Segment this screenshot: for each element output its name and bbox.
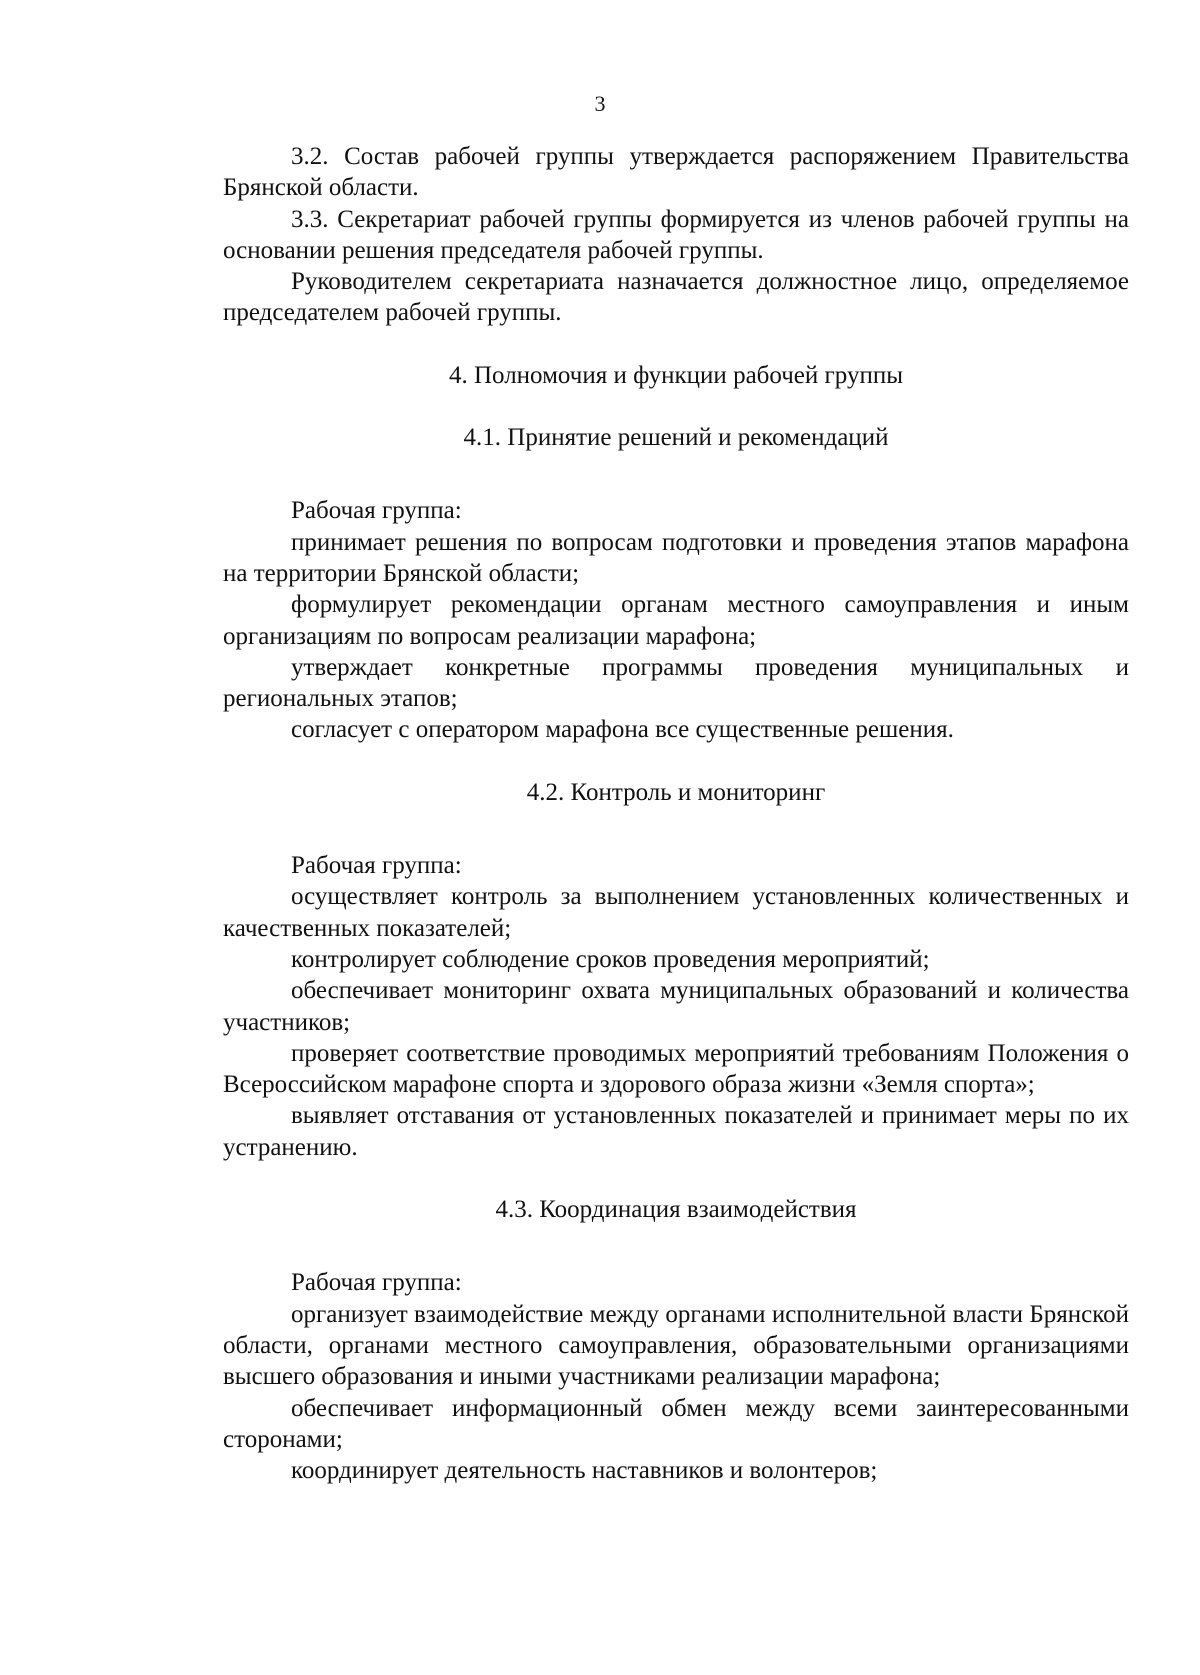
section-4-1-intro: Рабочая группа: [291,497,462,525]
spacer [223,391,1129,422]
list-item: обеспечивает мониторинг охвата муниципальных образований и количества участников; [223,977,1129,1036]
paragraph-3-2: 3.2. Состав рабочей группы утверждается распоряжением Правительства Брянской области. [223,143,1129,202]
page-number: 3 [594,91,606,116]
spacer [223,746,1129,777]
list-item: координирует деятельность наставников и волонтеров; [291,1457,878,1485]
list-item: выявляет отставания от установленных показателей и принимает меры по их устранению. [223,1102,1129,1161]
list-item: организует взаимодействие между органами исполнительной власти Брянской области, органами местного самоуправления, образовательными организациями высшего образования и иными участниками реализации марафона; [223,1300,1129,1391]
list-item: согласует с оператором марафона все существенные решения. [291,716,954,744]
list-item: контролирует соблюдение сроков проведения мероприятий; [291,945,930,973]
section-4-1-title: 4.1. Принятие решений и рекомендаций [463,424,889,452]
list-item: проверяет соответствие проводимых мероприятий требованиям Положения о Всероссийском марафоне спорта и здорового образа жизни «Земля спорта»; [223,1039,1129,1099]
list-item: обеспечивает информационный обмен между всеми заинтересованными сторонами; [223,1394,1129,1453]
section-4-3-title: 4.3. Координация взаимодействия [495,1196,857,1224]
paragraph-3-3-secretariat-head: Руководителем секретариата назначается должностное лицо, определяемое председателем рабочей группы. [223,268,1129,327]
section-4-2-title: 4.2. Контроль и мониторинг [526,778,826,806]
spacer [223,453,1129,495]
spacer [223,1163,1129,1194]
list-item: формулирует рекомендации органам местного самоуправления и иным организациям по вопросам реализации марафона; [223,591,1129,650]
list-item: утверждает конкретные программы проведения муниципальных и региональных этапов; [223,653,1129,713]
section-4-2-intro: Рабочая группа: [291,852,462,880]
paragraph-3-3: 3.3. Секретариат рабочей группы формируется из членов рабочей группы на основании решения председателя рабочей группы. [223,205,1129,264]
list-item: принимает решения по вопросам подготовки и проведения этапов марафона на территории Брянской области; [223,528,1129,587]
list-item: осуществляет контроль за выполнением установленных количественных и качественных показателей; [223,883,1129,942]
spacer [223,329,1129,360]
document-body [223,141,1129,1486]
spacer [223,808,1129,850]
section-4-3-intro: Рабочая группа: [291,1269,462,1297]
section-4-title: 4. Полномочия и функции рабочей группы [448,361,904,389]
spacer [223,1225,1129,1267]
